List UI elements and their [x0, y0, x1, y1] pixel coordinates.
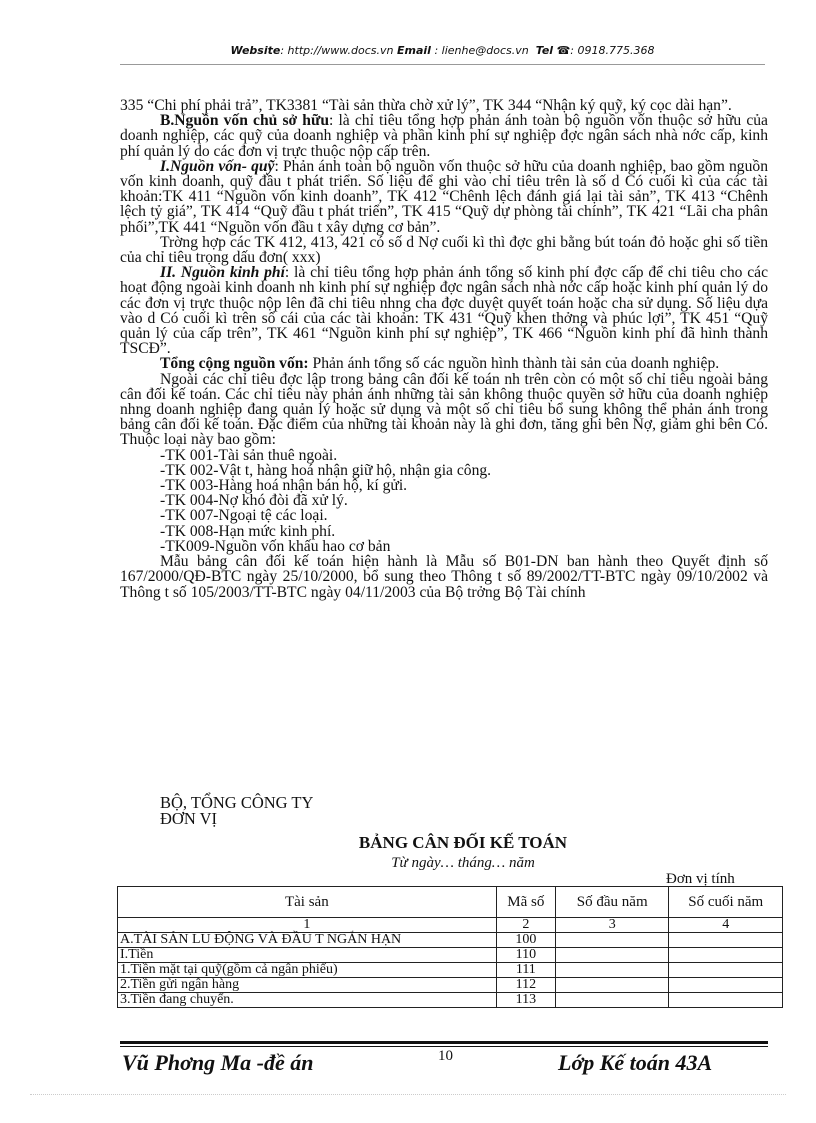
footer-author: Vũ Phơng Ma -đề án [122, 1050, 314, 1075]
paragraph [120, 356, 768, 371]
tel-label: Tel [535, 44, 554, 57]
footer-divider-thin [120, 1046, 768, 1047]
table-row [118, 978, 783, 993]
start-value-cell [555, 993, 669, 1008]
end-value-cell [669, 978, 783, 993]
column-number: 3 [555, 918, 669, 933]
row-code: 112 [496, 978, 555, 993]
section-heading: Tổng cộng nguồn vốn: [160, 355, 309, 373]
form-subtitle: Từ ngày… tháng… năm [391, 855, 535, 871]
start-value-cell [555, 933, 669, 948]
document-body [120, 98, 768, 600]
paragraph: 335 “Chi phí phải trả”, TK3381 “Tài sản thừa chờ xử lý”, TK 344 “Nhận ký quỹ, ký cọc dài hạn”. [120, 97, 732, 114]
end-value-cell [669, 948, 783, 963]
row-code: 110 [496, 948, 555, 963]
paragraph-text: Phản ánh tổng số các nguồn hình thành tài sản của doanh nghiệp. [308, 355, 720, 373]
table-row [118, 963, 783, 978]
list-item: -TK 001-Tài sản thuê ngoài. [160, 446, 338, 464]
end-value-cell [669, 963, 783, 978]
website-url[interactable]: : http://www.docs.vn [280, 44, 394, 57]
table-header-row [118, 887, 783, 918]
org-line: ĐƠN VỊ [160, 809, 217, 828]
list-item: -TK 004-Nợ khó đòi đã xử lý. [160, 492, 348, 510]
column-number: 2 [496, 918, 555, 933]
page-number: 10 [438, 1048, 453, 1064]
end-value-cell [669, 933, 783, 948]
paragraph-text: : Phản ánh toàn bộ nguồn vốn thuộc sở hữu của doanh nghiệp, bao gồm nguồn vốn kinh doanh, quỹ đầu t phát triển. Số liệu để ghi vào chỉ tiêu trên là số d Có cuối kì của các tài khoản:TK 411 “Nguồn vốn kinh doanh”, TK 412 “Chênh lệch đánh giá lại tài sản”, TK 413 “Chênh lệch tỷ giá”, TK 414 “Quỹ đầu t phát triển”, TK 415 “Quỹ dự phòng tài chính”, TK 421 “Lãi cha phân phối”,TK 441 “Nguồn vốn đầu t xây dựng cơ bản”. [120, 157, 768, 236]
section-heading: B.Nguồn vốn chủ sở hữu [160, 112, 329, 130]
paragraph: Ngoài các chỉ tiêu đợc lập trong bảng cân đối kế toán nh trên còn có một số chỉ tiêu ngoài bảng cân đối kế toán. Các chỉ tiêu này phản ánh những tài sản không thuộc quyền sở hữu của doanh nghiệp nhng doanh nghiệp đang quản lý hoặc sử dụng và một số chỉ tiêu bổ sung không thể phản ánh trong bảng cân đối kế toán. Đặc điểm của những tài khoản này là ghi đơn, tăng ghi bên Nợ, giảm ghi bên Có. Thuộc loại này bao gồm: [120, 370, 768, 449]
column-header: Tài sản [118, 887, 497, 918]
organization-block [160, 795, 313, 827]
row-label: 1.Tiền mặt tại quỹ(gồm cả ngân phiếu) [118, 963, 497, 978]
list-item: -TK009-Nguồn vốn khấu hao cơ bản [160, 537, 391, 555]
column-header: Số đầu năm [555, 887, 669, 918]
start-value-cell [555, 963, 669, 978]
tel-number: : 0918.775.368 [570, 44, 655, 57]
table-row [118, 948, 783, 963]
paragraph [120, 113, 768, 159]
paragraph-text: : là chỉ tiêu tổng hợp phản ánh toàn bộ nguồn vốn thuộc sở hữu của doanh nghiệp, các quỹ của doanh nghiệp và phần kinh phí sự nghiệp đợc ngân sách nhà nớc cấp, kinh phí quản lý do các đơn vị trực thuộc nộp cấp trên. [120, 112, 768, 160]
start-value-cell [555, 948, 669, 963]
start-value-cell [555, 978, 669, 993]
balance-sheet-table [117, 886, 783, 1008]
list-item: -TK 007-Ngoại tệ các loại. [160, 507, 328, 525]
org-line: BỘ, TỔNG CÔNG TY [160, 793, 314, 812]
end-value-cell [669, 993, 783, 1008]
section-heading: I.Nguồn vốn- quỹ [160, 157, 275, 175]
unit-label: Đơn vị tính [666, 871, 735, 887]
paragraph [120, 159, 768, 235]
list-item: -TK 008-Hạn mức kinh phí. [160, 522, 336, 540]
telephone-icon: ☎ [556, 44, 571, 57]
row-code: 100 [496, 933, 555, 948]
bottom-dotted-line [30, 1094, 786, 1095]
row-label: 2.Tiền gửi ngân hàng [118, 978, 497, 993]
column-number: 4 [669, 918, 783, 933]
header-divider [120, 64, 765, 65]
page-header [120, 44, 765, 57]
row-label: A.TÀI SẢN LU ĐỘNG VÀ ĐẦU T NGẮN HẠN [118, 933, 497, 948]
paragraph [120, 265, 768, 356]
footer-divider-thick [120, 1041, 768, 1044]
footer-class: Lớp Kế toán 43A [558, 1050, 713, 1075]
table-row [118, 933, 783, 948]
row-label: 3.Tiền đang chuyển. [118, 993, 497, 1008]
column-number: 1 [118, 918, 497, 933]
email-address[interactable]: : lienhe@docs.vn [430, 44, 529, 57]
email-label: Email [397, 44, 431, 57]
section-heading: II. Nguồn kinh phí [160, 264, 285, 282]
table-row [118, 993, 783, 1008]
column-header: Mã số [496, 887, 555, 918]
website-label: Website [230, 44, 281, 57]
column-number-row [118, 918, 783, 933]
list-item: -TK 002-Vật t, hàng hoá nhận giữ hộ, nhận gia công. [160, 461, 492, 479]
column-header: Số cuối năm [669, 887, 783, 918]
row-code: 111 [496, 963, 555, 978]
paragraph: Trờng hợp các TK 412, 413, 421 có số d Nợ cuối kì thì đợc ghi bằng bút toán đỏ hoặc ghi số tiền của chỉ tiêu trọng dấu đơn( xxx) [120, 233, 768, 267]
paragraph-text: : là chỉ tiêu tổng hợp phản ánh tổng số kinh phí đợc cấp để chi tiêu cho các hoạt động ngoài kinh doanh nh kinh phí sự nghiệp đợc ngân sách nhà nớc cấp hoặc kinh phí quản lý do các đơn vị trực thuộc nộp lên đã chi tiêu nhng cha đợc duyệt quyết toán hoặc cha sử dụng. Số liệu dựa vào d Có cuối kì trên sổ cái của các tài khoản: TK 431 “Quỹ khen thởng và phúc lợi”, TK 451 “Quỹ quản lý của cấp trên”, TK 461 “Nguồn kinh phí sự nghiệp”, TK 466 “Nguồn kinh phí đã hình thành TSCĐ”. [120, 264, 768, 358]
row-label: I.Tiền [118, 948, 497, 963]
paragraph: Mẫu bảng cân đối kế toán hiện hành là Mẫu số B01-DN ban hành theo Quyết định số 167/2000/QĐ-BTC ngày 25/10/2000, bổ sung theo Thông t số 89/2002/TT-BTC ngày 09/10/2002 và Thông t số 105/2003/TT-BTC ngày 04/11/2003 của Bộ trởng Bộ Tài chính [120, 553, 768, 601]
list-item: -TK 003-Hàng hoá nhận bán hộ, kí gửi. [160, 477, 408, 495]
row-code: 113 [496, 993, 555, 1008]
form-title: BẢNG CÂN ĐỐI KẾ TOÁN [358, 833, 568, 852]
